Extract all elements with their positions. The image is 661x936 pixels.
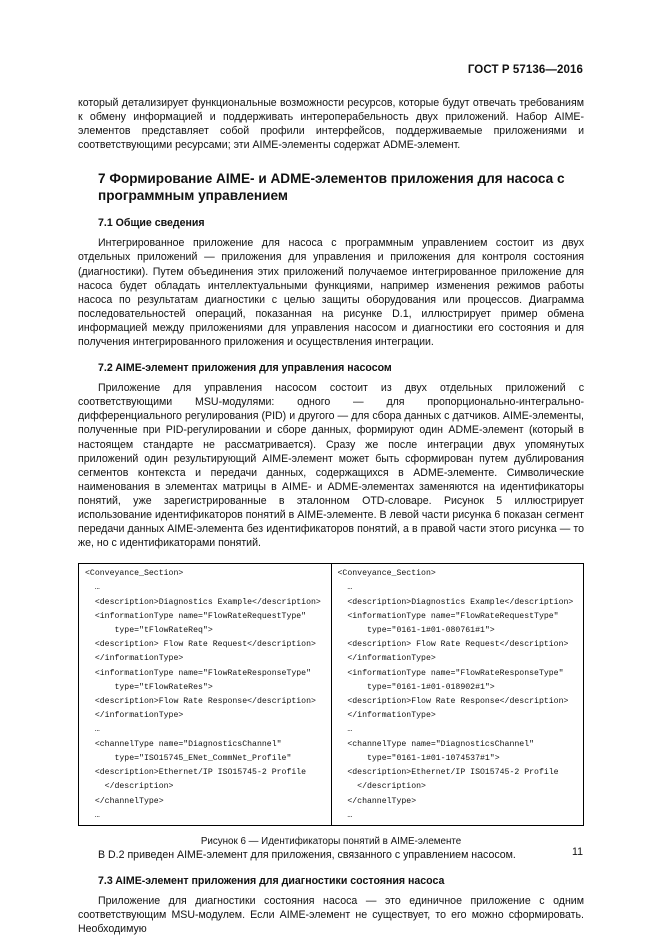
right-code-line: type="0161-1#01-018902#1">	[337, 682, 495, 692]
right-code-line: …	[337, 725, 353, 735]
right-code-line: <informationType name="FlowRateResponseType"	[337, 668, 564, 678]
left-code-line: </informationType>	[85, 654, 184, 664]
figure-6-caption: Рисунок 6 — Идентификаторы понятий в AIME-элементе	[200, 835, 462, 847]
after-figure-text: В D.2 приведен AIME-элемент для приложения, связанного с управлением насосом.	[98, 848, 516, 861]
document-header-standard: ГОСТ Р 57136—2016	[467, 64, 583, 76]
left-code-line: <description> Flow Rate Request</description>	[85, 640, 316, 650]
right-code-line: type="0161-1#01-1074537#1">	[337, 753, 500, 763]
right-code-line: <description>Diagnostics Example</description>	[337, 597, 574, 607]
page-content	[78, 96, 584, 936]
right-code-line: <description>Ethernet/IP ISO15745-2 Profile	[337, 768, 559, 778]
left-code-line: type="tFlowRateReq">	[85, 626, 213, 636]
page-number: 11	[572, 846, 583, 858]
right-code-line: <Conveyance_Section>	[337, 569, 436, 579]
left-code-line: <description>Ethernet/IP ISO15745-2 Profile	[85, 768, 307, 778]
left-code-line: <description>Flow Rate Response</description>	[85, 697, 316, 707]
right-code-line: <description> Flow Rate Request</description>	[337, 640, 569, 650]
subsection-7-2-title: 7.2 AIME-элемент приложения для управления насосом	[98, 362, 392, 375]
right-code-line: <informationType name="FlowRateRequestType"	[337, 611, 559, 621]
subsection-7-1-title: 7.1 Общие сведения	[98, 217, 205, 230]
subsection-7-2-text: Приложение для управления насосом состоит из двух отдельных приложений с соответствующими MSU-модулями: одного — для пропорционально-интегрально-дифференциального регулирования (PID) и другого — для сбора данных с датчиков. AIME-элементы, полученные при PID-регулировании и сборе данных, формируют один ADME-элемент (который в настоящем стандарте не рассматривается). Сразу же после интеграции двух упомянутых приложений один результирующий AIME-элемент может быть сформирован путем дублирования сегментов контекста и передачи данных, содержащихся в ADME-элементе. Символические наименования в элементах матрицы в AIME- и ADME-элементах заменяются на идентификаторы понятий, уже зарегистрированные в эталонном OTD-словаре. Рисунок 5 иллюстрирует использование идентификаторов понятий в AIME-элементе. В левой части рисунка 6 показан сегмент передачи данных AIME-элемента без идентификаторов понятий, а в правой части этого рисунка — то же, но с идентификаторами понятий.	[78, 382, 584, 550]
left-code-line: …	[85, 583, 100, 593]
figure-6-right-cell	[331, 564, 584, 826]
right-code-line: …	[337, 810, 353, 820]
subsection-7-3-title: 7.3 AIME-элемент приложения для диагностики состояния насоса	[98, 875, 445, 887]
left-code-line: </informationType>	[85, 711, 184, 721]
left-code-line: …	[85, 810, 100, 820]
left-code-line: <description>Diagnostics Example</description>	[85, 597, 321, 607]
intro-paragraph: который детализирует функциональные возможности ресурсов, которые будут отвечать требованиям к обмену информацией и поддерживать интероперабельность двух приложений. Набор AIME-элементов представляет собой профили интерфейсов, поддерживаемые приложениями и соответствующими ресурсами; эти AIME-элементы содержат ADME-элемент.	[78, 97, 584, 152]
left-code-line: …	[85, 725, 100, 735]
right-code-line: type="0161-1#01-080761#1">	[337, 626, 495, 636]
left-code-line: <informationType name="FlowRateResponseType"	[85, 668, 312, 678]
right-code-line: </description>	[337, 782, 426, 792]
right-code-line: <description>Flow Rate Response</description>	[337, 697, 569, 707]
figure-6-left-cell	[79, 564, 332, 826]
section-7-title: 7 Формирование AIME- и ADME-элементов приложения для насоса с программным управлением	[98, 171, 565, 204]
left-code-line: <Conveyance_Section>	[85, 569, 184, 579]
right-code-line: </channelType>	[337, 796, 417, 806]
left-code-line: <channelType name="DiagnosticsChannel"	[85, 739, 282, 749]
code-without-identifiers	[85, 567, 325, 823]
subsection-7-1-text: Интегрированное приложение для насоса с программным управлением состоит из двух отдельных приложений — приложения для управления и приложения для контроля состояния (диагностики). Путем объединения этих приложений получаемое интегрированное приложение для насоса будет обладать интеллектуальными функциями, например изменения режимов работы насоса по результатам диагностики с целью защиты оборудования или процессов. Диаграмма последовательностей операций, показанная на рисунке D.1, иллюстрирует пример обмена информацией между приложениями для управления насосом и диагностики его состояния и для получения интегрированного приложения и осуществления интеграции.	[78, 237, 584, 349]
left-code-line: type="ISO15745_ENet_CommNet_Profile"	[85, 753, 292, 763]
right-code-line: </informationType>	[337, 654, 436, 664]
left-code-line: </description>	[85, 782, 174, 792]
left-code-line: </channelType>	[85, 796, 164, 806]
subsection-7-3-text: Приложение для диагностики состояния насоса — это единичное приложение с одним соответствующим MSU-модулем. Если AIME-элемент не существует, то его можно сформировать. Необходимую	[78, 895, 584, 936]
right-code-line: …	[337, 583, 353, 593]
left-code-line: type="tFlowRateRes">	[85, 682, 213, 692]
right-code-line: </informationType>	[337, 711, 436, 721]
code-with-identifiers	[338, 567, 578, 823]
right-code-line: <channelType name="DiagnosticsChannel"	[337, 739, 535, 749]
left-code-line: <informationType name="FlowRateRequestType"	[85, 611, 307, 621]
figure-6-table	[78, 563, 584, 826]
